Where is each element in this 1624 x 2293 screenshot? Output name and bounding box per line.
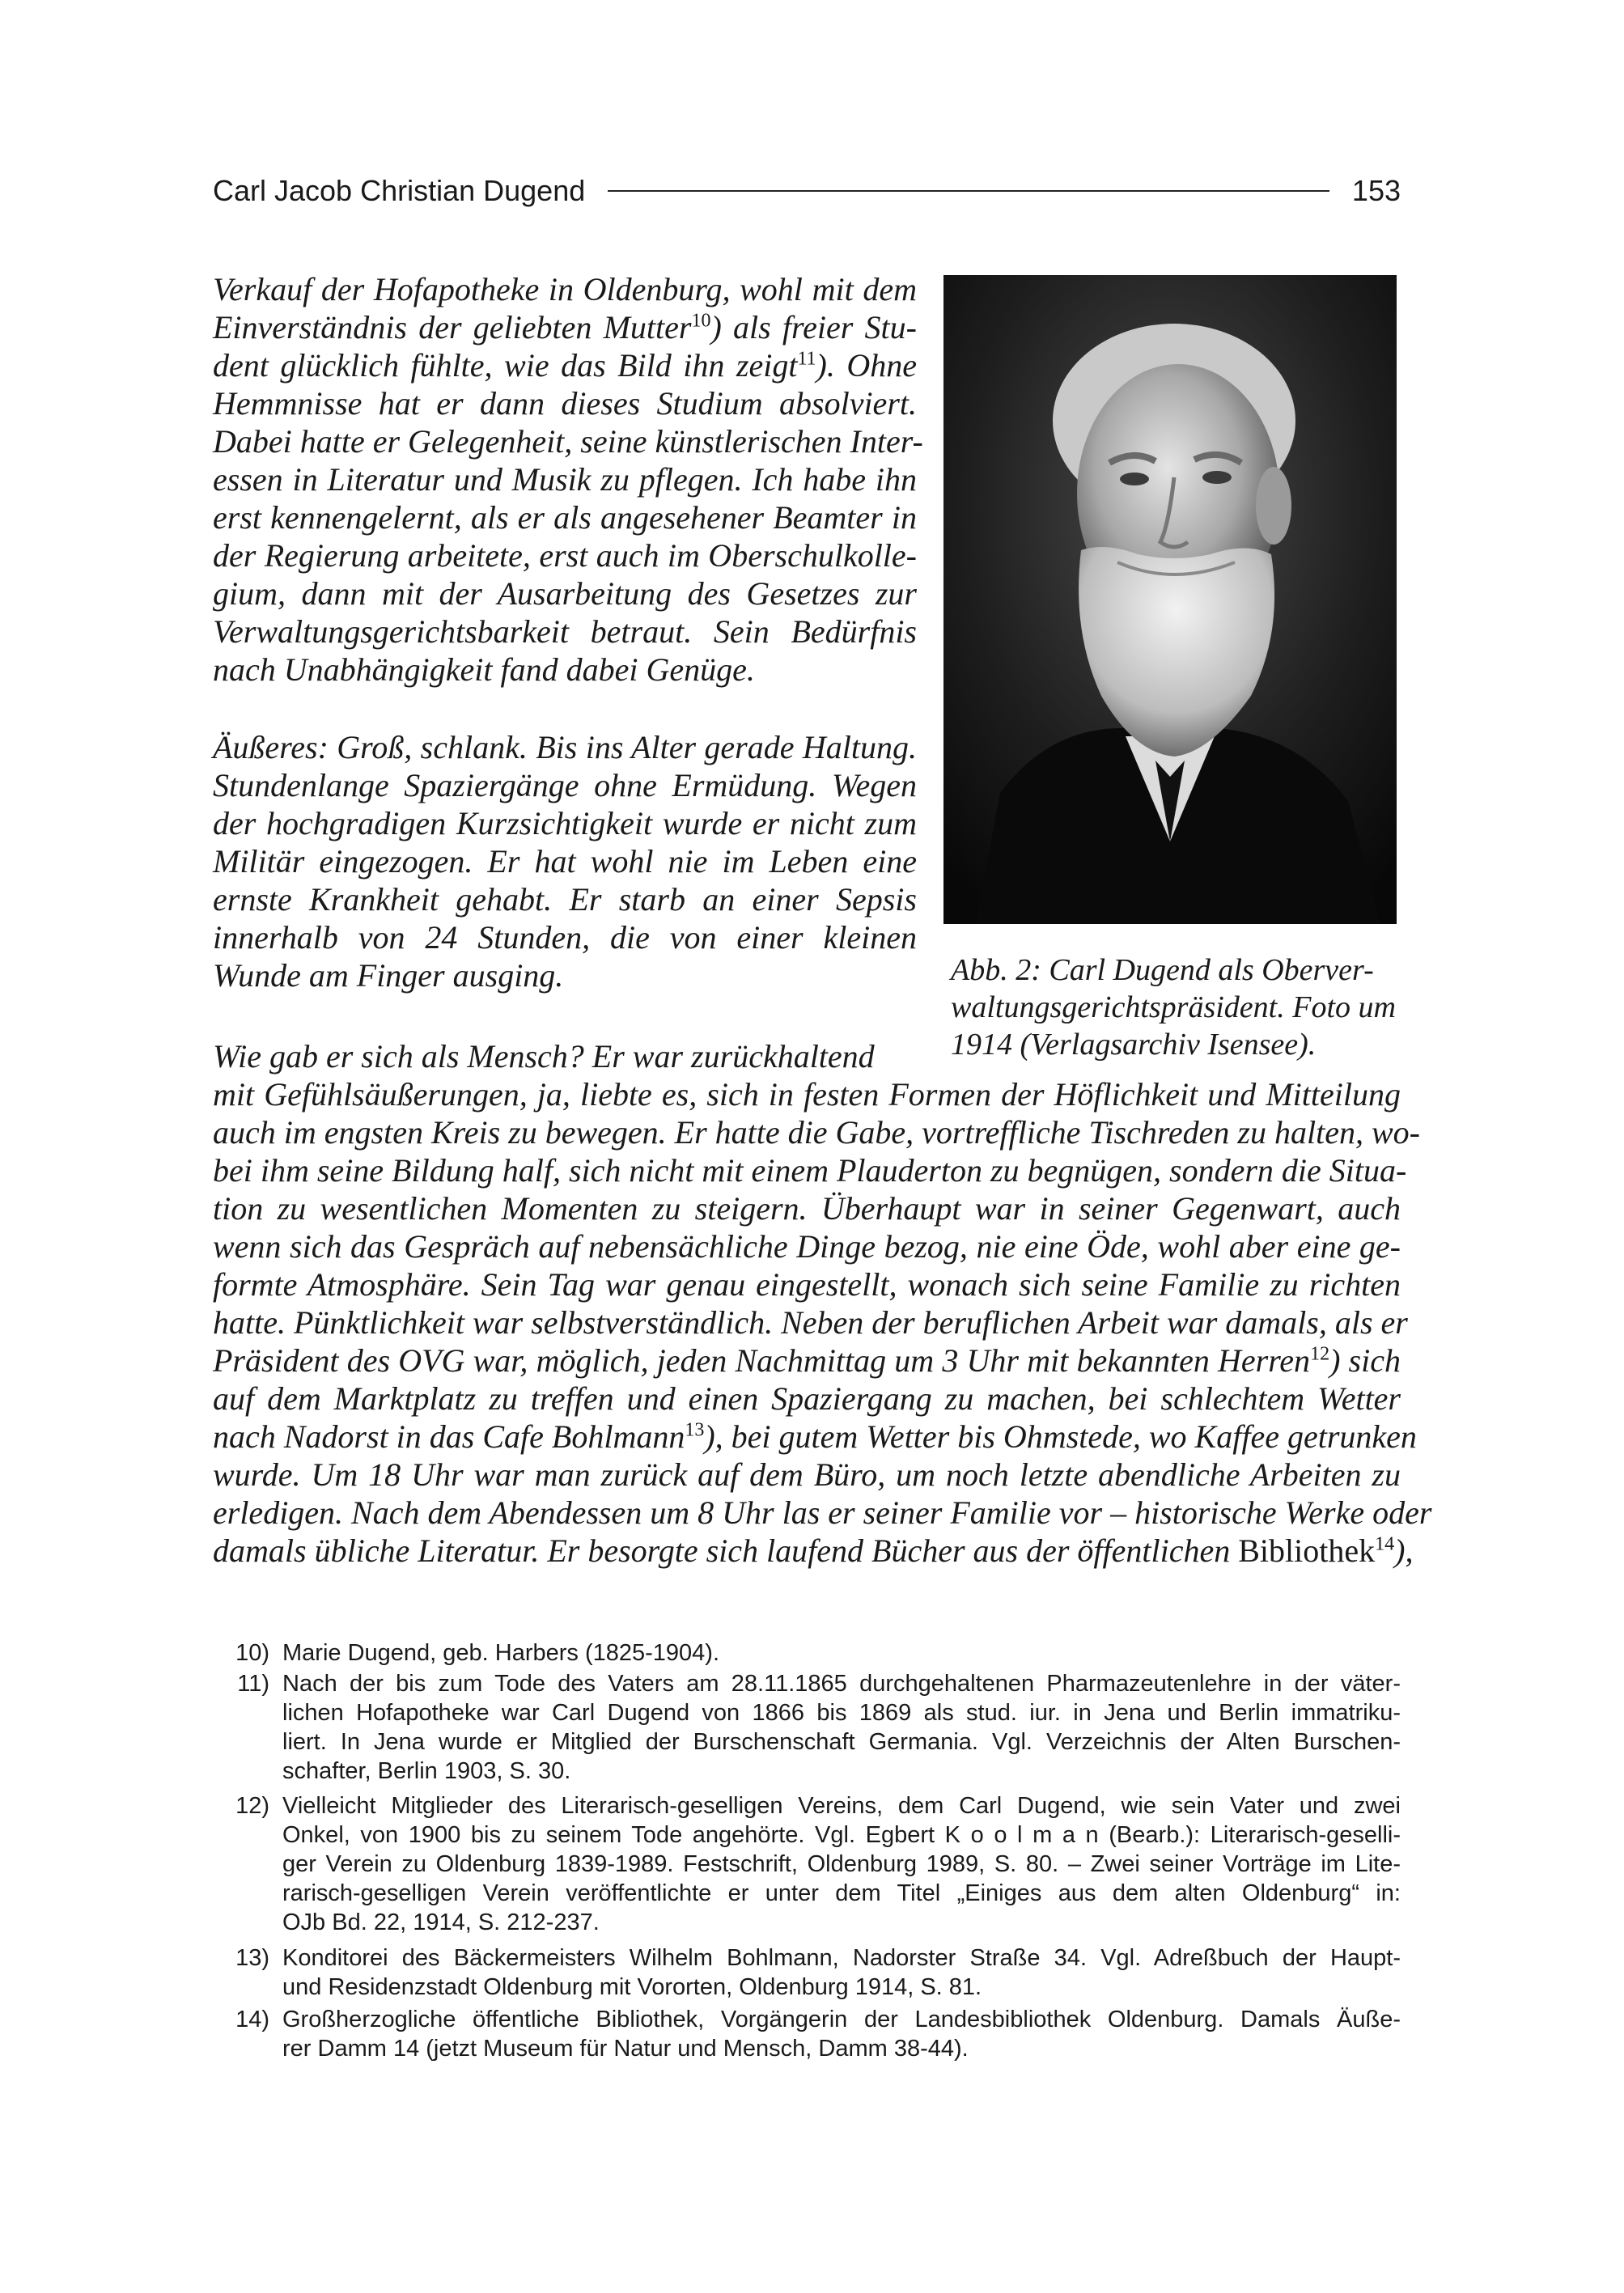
footnote-ref-11[interactable]: 11 [797, 348, 816, 370]
text-line: Verwaltungsgerichtsbarkeit betraut. Sein Bedürfnis [213, 613, 917, 650]
text-line: innerhalb von 24 Stunden, die von einer kleinen [213, 919, 917, 956]
footnote-11 [213, 1669, 1401, 1786]
caption-line: waltungsgerichtspräsident. Foto um [951, 990, 1396, 1024]
footnote-line: Großherzogliche öffentliche Bibliothek, Vorgängerin der Landesbibliothek Oldenburg. Damals Äuße- [282, 2007, 1401, 2032]
text-line: essen in Literatur und Musik zu pflegen. Ich habe ihn [213, 461, 917, 498]
caption-line: Abb. 2: Carl Dugend als Oberver- [951, 953, 1374, 987]
text-line: auch im engsten Kreis zu bewegen. Er hatte die Gabe, vortreffliche Tischreden zu halten, wo- [213, 1114, 1420, 1151]
footnote-ref-14[interactable]: 14 [1375, 1533, 1395, 1555]
footnote-10 [213, 1638, 1401, 1668]
footnote-13 [213, 1943, 1401, 2002]
text-line: Militär eingezogen. Er hat wohl nie im Leben eine [213, 843, 917, 879]
text-line: Wunde am Finger ausging. [213, 957, 564, 994]
running-title: Carl Jacob Christian Dugend [213, 174, 586, 207]
text-line: Wie gab er sich als Mensch? Er war zurückhaltend [213, 1038, 875, 1074]
page-number: 153 [1351, 174, 1401, 207]
text-line: Verkauf der Hofapotheke in Oldenburg, wohl mit dem [213, 271, 917, 307]
footnote-line: liert. In Jena wurde er Mitglied der Burschenschaft Germania. Vgl. Verzeichnis der Alten Burschen- [282, 1729, 1401, 1755]
footnote-line: Nach der bis zum Tode des Vaters am 28.11.1865 durchgehaltenen Pharmazeutenlehre in der väter- [282, 1671, 1401, 1697]
text-line: nach Unabhängigkeit fand dabei Genüge. [213, 651, 755, 688]
text-line: der Regierung arbeitete, erst auch im Oberschulkolle- [213, 537, 917, 574]
header-rule [608, 190, 1329, 192]
text-line: Äußeres: Groß, schlank. Bis ins Alter gerade Haltung. [213, 729, 917, 765]
paragraph-1 [213, 270, 923, 689]
footnote-ref-10[interactable]: 10 [691, 310, 711, 332]
text-line: hatte. Pünktlichkeit war selbstverständlich. Neben der beruflichen Arbeit war damals, als er [213, 1304, 1408, 1341]
paragraph-3 [213, 1037, 1432, 1570]
text-line: gium, dann mit der Ausarbeitung des Gesetzes zur [213, 575, 917, 612]
text-line: tion zu wesentlichen Momenten zu steigern. Überhaupt war in seiner Gegenwart, auch [213, 1190, 1401, 1227]
text-line: dent glücklich fühlte, wie das Bild ihn zeigt$^{11}$). Ohne [213, 347, 917, 384]
footnote-number: 10) [235, 1640, 269, 1666]
footnote-line: Konditorei des Bäckermeisters Wilhelm Bohlmann, Nadorster Straße 34. Vgl. Adreßbuch der Haupt- [282, 1945, 1401, 1971]
footnote-line: lichen Hofapotheke war Carl Dugend von 1866 bis 1869 als stud. iur. in Jena und Berlin immatriku- [282, 1700, 1401, 1726]
text-line: nach Nadorst in das Cafe Bohlmann$^{13}$), bei gutem Wetter bis Ohmstede, wo Kaffee getrunken [213, 1418, 1417, 1455]
text-line: Präsident des OVG war, möglich, jeden Nachmittag um 3 Uhr mit bekannten Herren$^{12}$) sich [213, 1342, 1401, 1379]
text-line: ernste Krankheit gehabt. Er starb an einer Sepsis [213, 881, 917, 918]
footnote-line: Onkel, von 1900 bis zu seinem Tode angehörte. Vgl. Egbert K o o l m a n (Bearb.): Literarisch-geselli- [282, 1822, 1401, 1848]
text-line: damals übliche Literatur. Er besorgte sich laufend Bücher aus der öffentlichen Bibliothek$^{14}$), [213, 1532, 1414, 1569]
text-line: der hochgradigen Kurzsichtigkeit wurde er nicht zum [213, 805, 917, 841]
text-line: mit Gefühlsäußerungen, ja, liebte es, sich in festen Formen der Höflichkeit und Mitteilung [213, 1076, 1401, 1113]
footnote-12 [213, 1791, 1401, 1937]
footnote-number: 13) [235, 1945, 269, 1971]
footnote-ref-13[interactable]: 13 [685, 1419, 705, 1441]
text-line: erledigen. Nach dem Abendessen um 8 Uhr las er seiner Familie vor – historische Werke oder [213, 1494, 1432, 1531]
portrait-illustration [943, 275, 1397, 924]
portrait-photo [943, 275, 1397, 924]
footnote-14 [213, 2005, 1401, 2063]
caption-line: 1914 (Verlagsarchiv Isensee). [951, 1028, 1317, 1062]
footnote-number: 14) [235, 2007, 269, 2032]
footnote-number: 12) [235, 1793, 269, 1819]
text-line: Hemmnisse hat er dann dieses Studium absolviert. [213, 385, 917, 422]
footnote-ref-12[interactable]: 12 [1310, 1343, 1330, 1365]
text-line: erst kennengelernt, als er als angesehener Beamter in [213, 499, 917, 536]
footnote-line: Vielleicht Mitglieder des Literarisch-geselligen Vereins, dem Carl Dugend, wie sein Vater und zwei [282, 1793, 1401, 1819]
text-line: Einverständnis der geliebten Mutter$^{10}$) als freier Stu- [213, 309, 917, 345]
footnote-line: rarisch-geselligen Verein veröffentlichte er unter dem Titel „Einiges aus dem alten Oldenburg“ in: [282, 1880, 1401, 1906]
footnote-number: 11) [237, 1671, 269, 1697]
text-line: wurde. Um 18 Uhr war man zurück auf dem Büro, um noch letzte abendliche Arbeiten zu [213, 1456, 1401, 1493]
footnote-line: OJb Bd. 22, 1914, S. 212-237. [282, 1909, 600, 1935]
running-header [213, 168, 1401, 214]
footnote-line: ger Verein zu Oldenburg 1839-1989. Festschrift, Oldenburg 1989, S. 80. – Zwei seiner Vorträge im Lite- [282, 1851, 1401, 1877]
text-line: wenn sich das Gespräch auf nebensächliche Dinge bezog, nie eine Öde, wohl aber eine ge- [213, 1228, 1401, 1265]
text-line: bei ihm seine Bildung half, sich nicht mit einem Plauderton zu begnügen, sondern die Situa- [213, 1152, 1407, 1189]
text-line: auf dem Marktplatz zu treffen und einen Spaziergang zu machen, bei schlechtem Wetter [213, 1380, 1401, 1417]
footnote-line: rer Damm 14 (jetzt Museum für Natur und Mensch, Damm 38-44). [282, 2036, 969, 2062]
text-line: formte Atmosphäre. Sein Tag war genau eingestellt, wonach sich seine Familie zu richten [213, 1266, 1401, 1303]
text-line: Stundenlange Spaziergänge ohne Ermüdung. Wegen [213, 767, 917, 803]
footnote-line: schafter, Berlin 1903, S. 30. [282, 1758, 571, 1784]
footnote-line: und Residenzstadt Oldenburg mit Vororten, Oldenburg 1914, S. 81. [282, 1974, 982, 2000]
paragraph-2 [213, 728, 917, 994]
text-line: Dabei hatte er Gelegenheit, seine künstlerischen Inter- [213, 423, 923, 460]
footnote-line: Marie Dugend, geb. Harbers (1825-1904). [282, 1640, 720, 1666]
